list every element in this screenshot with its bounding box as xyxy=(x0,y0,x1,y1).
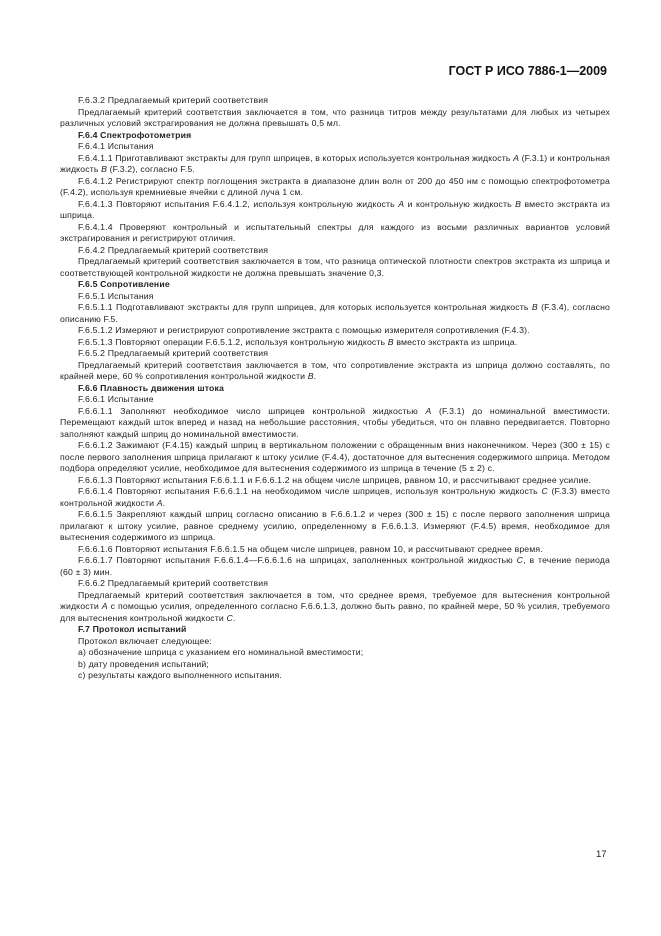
italic-variable: A xyxy=(513,152,520,163)
paragraph xyxy=(60,199,610,222)
text-segment: F.6.6.1 Испытание xyxy=(78,394,154,404)
paragraph xyxy=(60,95,610,107)
text-segment: (F.3.2), согласно F.5. xyxy=(107,164,195,174)
text-segment: (F.3.1) и контрольная жидкость xyxy=(60,152,611,174)
text-segment: с помощью усилия, определенного согласно F.6.6.1.3, должно быть равно, по крайней мере, 50 % усилия, требуемого для вытеснения контрольной жидкости xyxy=(60,601,610,623)
text-segment: F.6.5.1.2 Измеряют и регистрируют сопротивление экстракта с помощью измерителя сопротивления (F.4.3). xyxy=(78,325,530,335)
paragraph xyxy=(60,406,610,441)
paragraph xyxy=(60,555,610,578)
paragraph xyxy=(60,141,610,153)
italic-variable: B xyxy=(307,371,314,381)
italic-variable: B xyxy=(387,336,394,347)
document-body xyxy=(60,95,610,682)
text-segment: F.6.4.2 Предлагаемый критерий соответствия xyxy=(78,244,269,255)
paragraph xyxy=(60,107,610,130)
section-heading xyxy=(60,383,610,395)
paragraph xyxy=(60,176,610,199)
text-segment: c) результаты каждого выполненного испытания. xyxy=(78,670,282,680)
paragraph xyxy=(60,670,610,682)
text-segment: F.6.4.1 Испытания xyxy=(78,141,154,151)
paragraph xyxy=(60,475,610,487)
paragraph xyxy=(60,222,610,245)
text-segment: F.6.5.2 Предлагаемый критерий соответствия xyxy=(78,348,269,358)
text-segment: F.6.6.1.6 Повторяют испытания F.6.6.1.5 на общем числе шприцев, равном 10, и рассчитывают среднее время. xyxy=(78,543,543,554)
text-segment: . xyxy=(162,497,166,508)
paragraph xyxy=(60,590,610,625)
text-segment: Предлагаемый критерий соответствия заключается в том, что сопротивление экстракта из шприца должно составлять, по крайней мере, 60 % сопротивления контрольной жидкости xyxy=(60,359,610,381)
paragraph xyxy=(60,291,610,303)
section-heading xyxy=(60,130,610,142)
text-segment: Предлагаемый критерий соответствия заключается в том, что разница титров между результатами для любых из четырех различных условий экстрагирования не должна превышать 0,5 мл. xyxy=(60,106,610,128)
paragraph xyxy=(60,360,610,383)
paragraph xyxy=(60,245,610,257)
text-segment: . xyxy=(232,612,236,623)
text-segment: вместо экстракта из шприца. xyxy=(393,336,518,347)
italic-variable: C xyxy=(541,486,548,496)
text-segment: F.6.4.1.1 Приготавливают экстракты для групп шприцев, в которых используется контрольная жидкость xyxy=(78,152,514,163)
text-segment: и контрольную жидкость xyxy=(404,198,516,209)
document-standard-id: ГОСТ Р ИСО 7886-1—2009 xyxy=(448,64,607,78)
text-segment: F.6.5 Сопротивление xyxy=(78,279,170,289)
italic-variable: B xyxy=(101,164,108,174)
italic-variable: A xyxy=(156,497,163,508)
text-segment: Предлагаемый критерий соответствия заключается в том, что среднее время, требуемое для вытеснения контрольной жидкости xyxy=(60,589,610,611)
text-segment: F.6.6.2 Предлагаемый критерий соответствия xyxy=(78,578,269,588)
paragraph xyxy=(60,636,610,648)
paragraph xyxy=(60,337,610,349)
paragraph xyxy=(60,440,610,475)
paragraph xyxy=(60,256,610,279)
text-segment: F.6.4.1.4 Проверяют контрольный и испытательный спектры для каждого из восьми различных вариантов условий экстрагирования и регистрируют отличия. xyxy=(60,221,610,243)
text-segment: F.6.6.1.7 Повторяют испытания F.6.6.1.4—F.6.6.1.6 на шприцах, заполненных контрольной жидкостью xyxy=(78,555,517,565)
text-segment: F.6.5.1.3 Повторяют операции F.6.5.1.2, используя контрольную жидкость xyxy=(78,336,388,347)
text-segment: F.6.4.1.2 Регистрируют спектр поглощения экстракта в диапазоне длин волн от 200 до 450 нм с помощью спектрофотометра (F.4.2), используя кремниевые ячейки с длиной луча 1 см. xyxy=(60,175,610,197)
text-segment: b) дату проведения испытаний; xyxy=(78,658,210,669)
section-heading xyxy=(60,624,610,636)
section-heading xyxy=(60,279,610,291)
italic-variable: A xyxy=(425,405,432,416)
italic-variable: C xyxy=(226,612,233,623)
text-segment: . xyxy=(313,371,317,381)
text-segment: F.6.3.2 Предлагаемый критерий соответствия xyxy=(78,95,269,105)
text-segment: Протокол включает следующее: xyxy=(78,635,212,646)
paragraph xyxy=(60,659,610,671)
text-segment: вместо экстракта из шприца. xyxy=(60,198,610,220)
paragraph xyxy=(60,578,610,590)
italic-variable: B xyxy=(531,302,538,312)
paragraph xyxy=(60,394,610,406)
text-segment: F.6.6 Плавность движения штока xyxy=(78,382,224,393)
text-segment: F.6.6.1.5 Закрепляют каждый шприц согласно описанию в F.6.6.1.2 и через (300 ± 15) с после первого заполнения шприца прилагают к штоку усилие, равное среднему усилию, определенному в F.6.6.1.3. Измеряют (F.4.5) время, необходимое для вытеснения содержимого из шприца. xyxy=(60,509,610,542)
page-number: 17 xyxy=(596,849,607,860)
italic-variable: A xyxy=(101,601,108,611)
paragraph xyxy=(60,647,610,659)
text-segment: (F.3.1) до номинальной вместимости. Перемещают каждый шток вперед и назад на небольшие расстояния, чтобы убедиться, что он плавно передвигается. Повторно заполняют каждый шприц до номинальной вместимости. xyxy=(60,405,610,439)
paragraph xyxy=(60,509,610,544)
italic-variable: C xyxy=(516,555,524,565)
text-segment: (F.3.4), согласно описанию F.5. xyxy=(60,302,611,324)
paragraph xyxy=(60,348,610,360)
paragraph xyxy=(60,325,610,337)
italic-variable: A xyxy=(398,198,405,209)
paragraph xyxy=(60,486,610,509)
text-segment: F.6.6.1.3 Повторяют испытания F.6.6.1.1 и F.6.6.1.2 на общем числе шприцев, равном 10, и рассчитывают среднее усилие. xyxy=(78,474,592,485)
italic-variable: B xyxy=(515,198,522,209)
text-segment: F.6.4 Спектрофотометрия xyxy=(78,129,192,140)
text-segment: Предлагаемый критерий соответствия заключается в том, что разница оптической плотности спектров экстракта из шприца и соответствующей контрольной жидкости не должна превышать значение 0,3. xyxy=(60,256,610,278)
text-segment: F.6.6.1.2 Зажимают (F.4.15) каждый шприц в вертикальном положении с обращенным вниз наконечником. Через (300 ± 15) с после первого заполнения шприца прилагают к штоку усилие (F.4.4), достаточное для вытеснения содержимого шприца. Методом подбора определяют усилие, необходимое для вытеснения содержимого из шприца в течение (5 ± 2) с. xyxy=(60,440,610,473)
paragraph xyxy=(60,544,610,556)
text-segment: F.6.6.1.4 Повторяют испытания F.6.6.1.1 на необходимом числе шприцев, используя контрольную жидкость xyxy=(78,486,542,496)
text-segment: (F.3.3) вместо контрольной жидкости xyxy=(60,486,610,508)
paragraph xyxy=(60,302,610,325)
paragraph xyxy=(60,153,610,176)
text-segment: , в течение периода (60 ± 3) мин. xyxy=(60,555,610,577)
text-segment: F.6.6.1.1 Заполняют необходимое число шприцев контрольной жидкостью xyxy=(78,405,426,416)
text-segment: F.6.4.1.3 Повторяют испытания F.6.4.1.2, используя контрольную жидкость xyxy=(78,198,399,209)
text-segment: F.6.5.1.1 Подготавливают экстракты для групп шприцев, для которых используется контрольная жидкость xyxy=(78,302,532,312)
text-segment: F.6.5.1 Испытания xyxy=(78,290,154,301)
text-segment: a) обозначение шприца с указанием его номинальной вместимости; xyxy=(78,647,364,657)
text-segment: F.7 Протокол испытаний xyxy=(78,624,187,634)
